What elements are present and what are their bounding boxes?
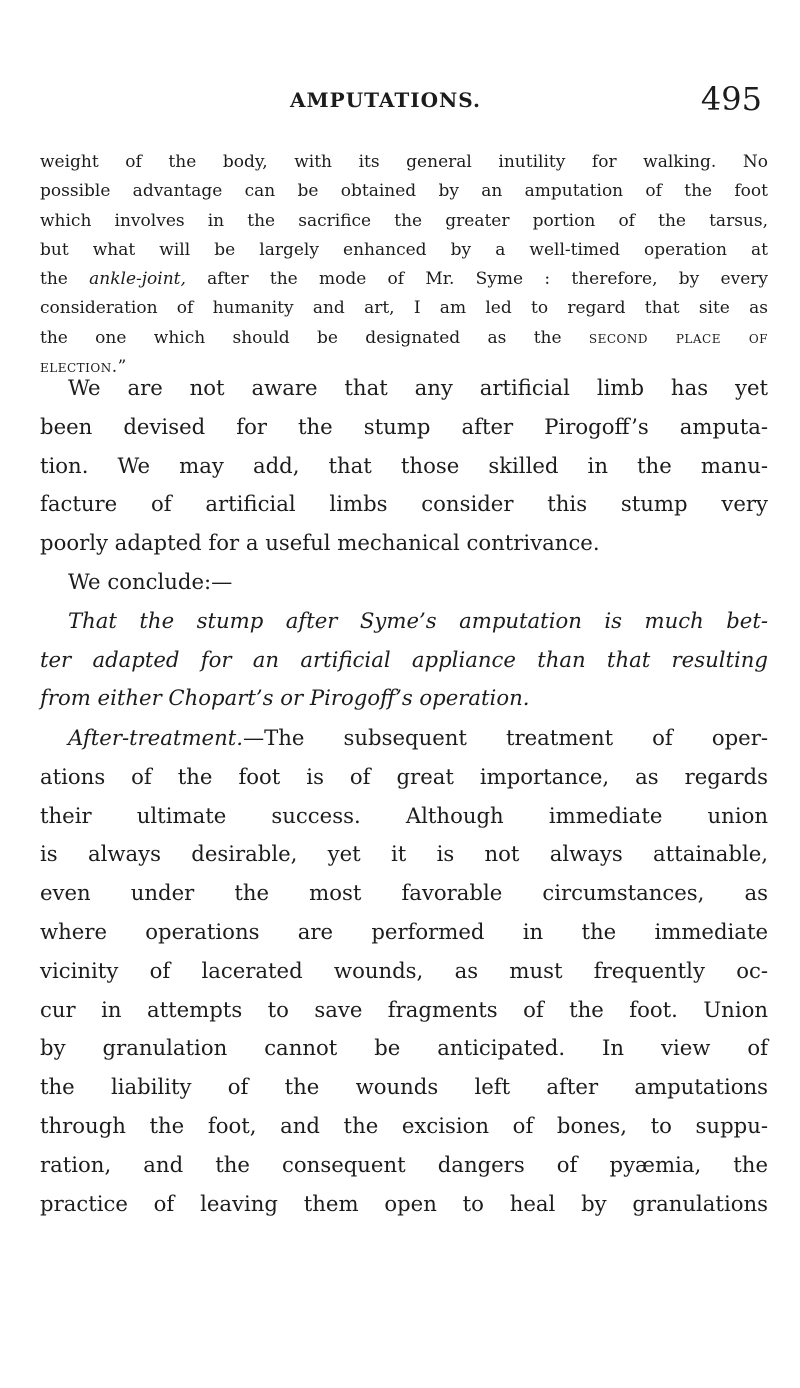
text-line: where operations are performed in the immediate	[40, 918, 768, 944]
text-line: but what will be largely enhanced by a well-timed operation at	[40, 239, 768, 260]
emphasis-ankle-joint: ankle-joint,	[89, 269, 186, 290]
small-caps-phrase: election.	[40, 357, 118, 378]
text-line: facture of artificial limbs consider this stump very	[40, 491, 768, 517]
page-header	[40, 80, 768, 124]
text-line: possible advantage can be obtained by an amputation of the foot	[40, 181, 768, 202]
conclusion-line: ter adapted for an artificial appliance than that resulting	[40, 646, 768, 672]
text-line: tion. We may add, that those skilled in the manu-	[40, 452, 768, 478]
text-line: practice of leaving them open to heal by granulations	[40, 1190, 768, 1216]
after-treatment-paragraph	[40, 719, 768, 1223]
text-line: is always desirable, yet it is not always attainable,	[40, 841, 768, 867]
text-line: vicinity of lacerated wounds, as must frequently oc-	[40, 957, 768, 983]
text-line: After-treatment.—The subsequent treatment of oper-	[68, 725, 768, 750]
text-line: their ultimate success. Although immediate union	[40, 802, 768, 828]
text-line: election.”	[40, 357, 127, 378]
quoted-paragraph	[40, 148, 768, 382]
text-line: ations of the foot is of great importance, as regards	[40, 763, 768, 789]
text-line: consideration of humanity and art, I am led to regard that site as	[40, 298, 768, 319]
page-number: 495	[700, 80, 762, 118]
text-line: the liability of the wounds left after amputations	[40, 1074, 768, 1100]
body-text	[40, 369, 768, 718]
text-line: poorly adapted for a useful mechanical contrivance.	[40, 530, 600, 556]
text-line: the one which should be designated as the second place of	[40, 327, 768, 348]
text-line: We conclude:—	[68, 568, 233, 594]
text-line: cur in attempts to save fragments of the foot. Union	[40, 996, 768, 1022]
text-line: by granulation cannot be anticipated. In view of	[40, 1035, 768, 1061]
running-head: AMPUTATIONS.	[290, 88, 481, 112]
section-heading-after-treatment: After-treatment.	[68, 725, 243, 750]
text-line: even under the most favorable circumstances, as	[40, 880, 768, 906]
text-line: We are not aware that any artificial limb has yet	[68, 375, 768, 400]
text-line: been devised for the stump after Pirogoff’s amputa-	[40, 413, 768, 439]
text-line: ration, and the consequent dangers of pyæmia, the	[40, 1151, 768, 1177]
text-line: weight of the body, with its general inutility for walking. No	[40, 152, 768, 172]
text-line: through the foot, and the excision of bones, to suppu-	[40, 1112, 768, 1138]
small-caps-phrase: second place of	[588, 327, 768, 348]
text-line: which involves in the sacrifice the greater portion of the tarsus,	[40, 210, 768, 231]
conclusion-line: from either Chopart’s or Pirogoff’s operation.	[40, 685, 530, 711]
text-line: the ankle-joint, after the mode of Mr. Syme : therefore, by every	[40, 269, 769, 290]
conclusion-line: That the stump after Syme’s amputation is much bet-	[68, 607, 768, 633]
book-page	[40, 0, 768, 1388]
